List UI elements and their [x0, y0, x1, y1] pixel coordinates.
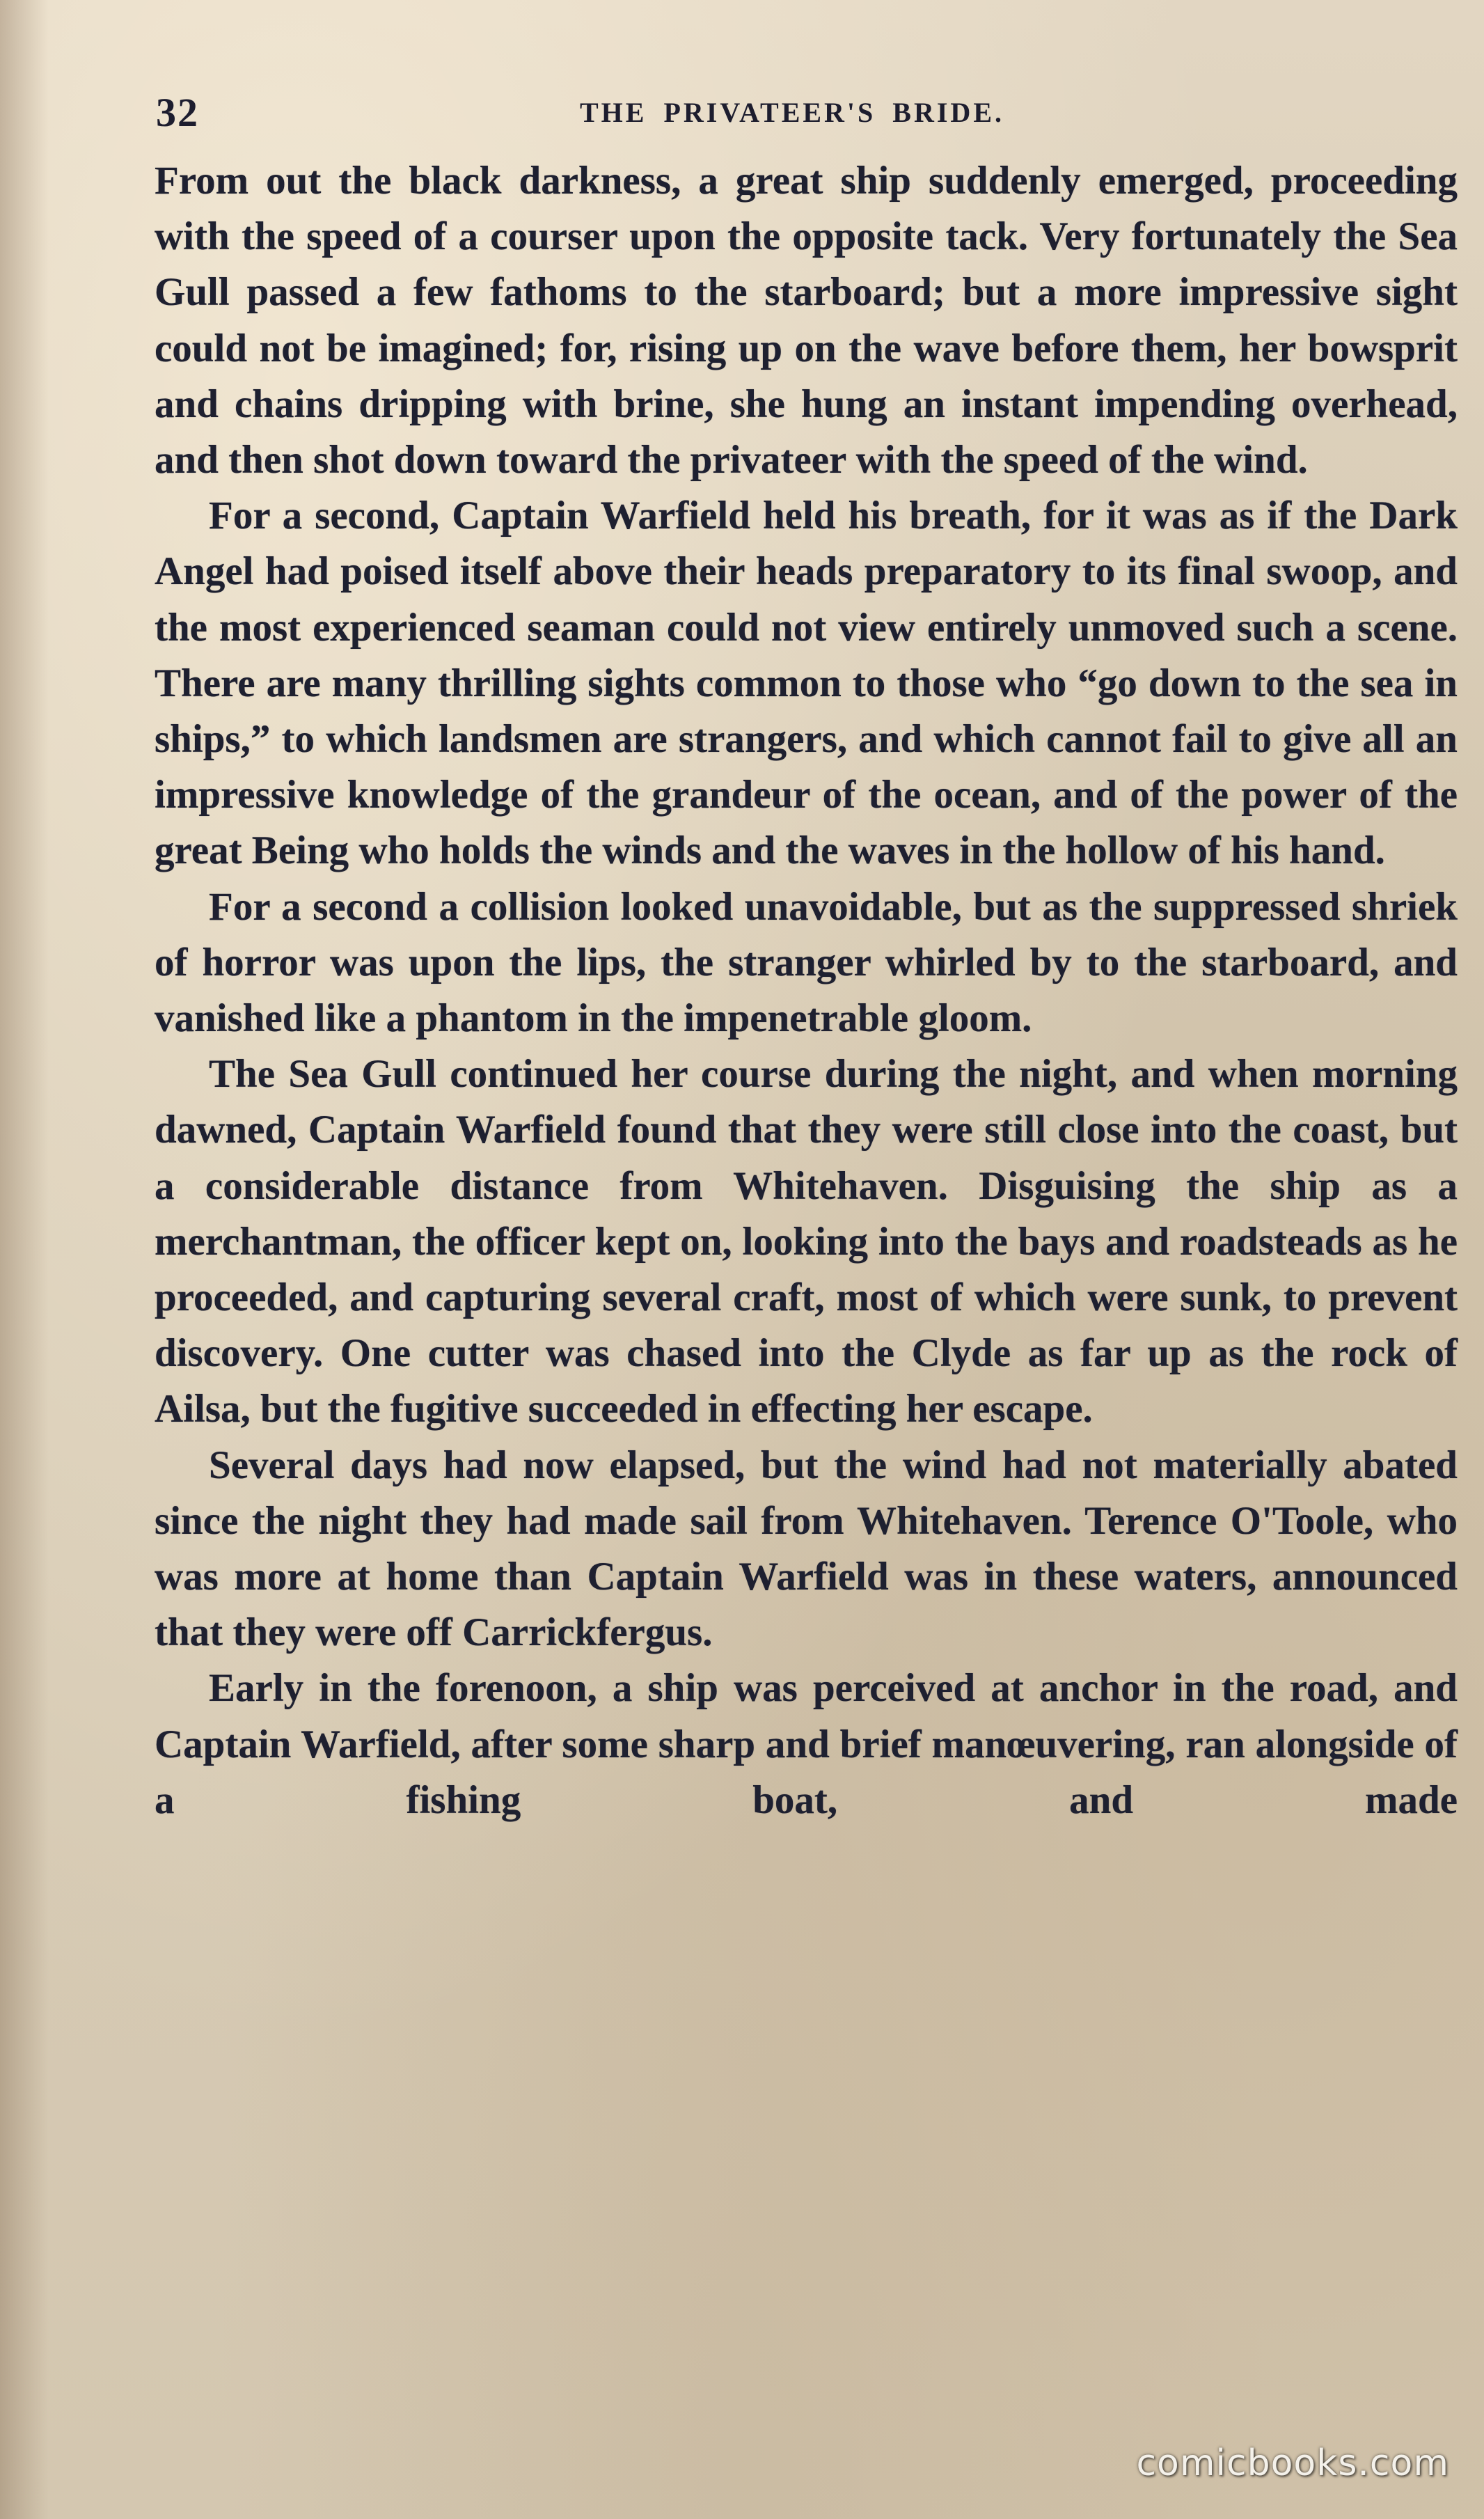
paragraph-5: [155, 1438, 1458, 1661]
paragraph-1-text: From out the black darkness, a great ship suddenly emerged, proceeding with the speed of a courser upon the opposite tack. Very fortunately the Sea Gull passed a few fathoms to the starboard; but a more impressive sight could not be imagined; for, rising up on the wave before them, her bowsprit and chains dripping with brine, she hung an instant impending overhead, and then shot down toward the privateer with the speed of the wind.: [155, 159, 1458, 482]
running-title: THE PRIVATEER'S BRIDE.: [580, 97, 1004, 128]
paragraph-6-text: Early in the forenoon, a ship was perceived at anchor in the road, and Captain Warfield, after some sharp and brief manœuvering, ran alongside of a fishing boat, and made: [155, 1666, 1458, 1822]
body-text: [155, 153, 1458, 1828]
paragraph-3-text: For a second a collision looked unavoidable, but as the suppressed shriek of horror was upon the lips, the stranger whirled by to the starboard, and vanished like a phantom in the impenetrable gloom.: [155, 884, 1458, 1041]
paragraph-5-text: Several days had now elapsed, but the wind had not materially abated since the night they had made sail from Whitehaven. Terence O'Toole, who was more at home than Captain Warfield was in these waters, announced that they were off Carrickfergus.: [155, 1443, 1458, 1655]
paragraph-4-text: The Sea Gull continued her course during the night, and when morning dawned, Captain Warfield found that they were still close into the coast, but a considerable distance from Whitehaven. Disguising the ship as a merchantman, the officer kept on, looking into the bays and roadsteads as he proceeded, and capturing several craft, most of which were sunk, to prevent discovery. One cutter was chased into the Clyde as far up as the rock of Ailsa, but the fugitive succeeded in effecting her escape.: [155, 1052, 1458, 1431]
page-gutter-shadow: [0, 0, 49, 2519]
paragraph-3: [155, 879, 1458, 1047]
watermark-logo: comicbooks.com: [1136, 2442, 1449, 2484]
page-number: 32: [156, 90, 199, 135]
paragraph-1: [155, 153, 1458, 488]
page-header: [155, 77, 1458, 153]
paragraph-4: [155, 1046, 1458, 1437]
book-page: [155, 77, 1458, 2444]
paragraph-2-text: For a second, Captain Warfield held his breath, for it was as if the Dark Angel had poised itself above their heads preparatory to its final swoop, and the most experienced seaman could not view entirely unmoved such a scene. There are many thrilling sights common to those who “go down to the sea in ships,” to which landsmen are strangers, and which cannot fail to give all an impressive knowledge of the grandeur of the ocean, and of the power of the great Being who holds the winds and the waves in the hollow of his hand.: [155, 494, 1458, 873]
paragraph-6: [155, 1661, 1458, 1828]
paragraph-2: [155, 488, 1458, 879]
